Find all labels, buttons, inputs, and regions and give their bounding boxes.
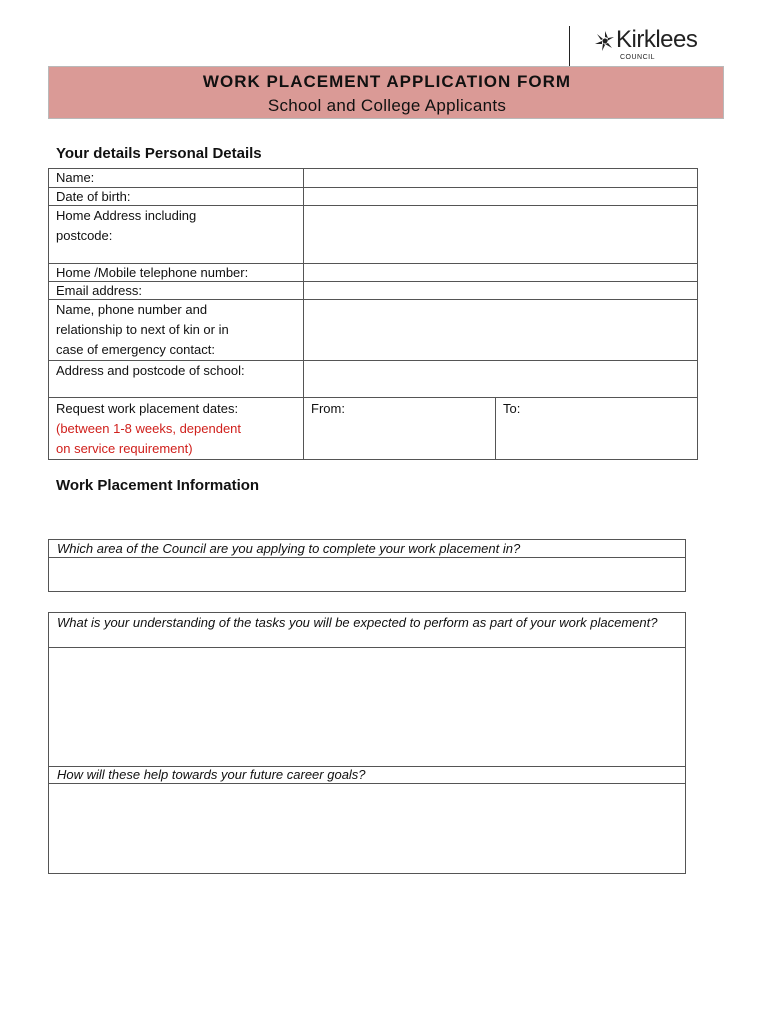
table-row <box>49 206 698 264</box>
from-date-field[interactable] <box>304 398 496 460</box>
form-subtitle: School and College Applicants <box>267 96 507 115</box>
phone-field[interactable] <box>304 264 698 282</box>
table-row <box>49 264 698 282</box>
tasks-question-box <box>48 612 686 874</box>
logo-divider <box>569 26 570 66</box>
to-date-field[interactable] <box>496 398 698 460</box>
to-label: To: <box>503 401 521 416</box>
council-area-answer[interactable] <box>49 558 685 591</box>
next-of-kin-field[interactable] <box>304 300 698 361</box>
kirklees-swirl-icon <box>594 30 616 52</box>
table-row <box>49 282 698 300</box>
logo-wordmark: Kirklees <box>616 26 698 53</box>
tasks-understanding-question: What is your understanding of the tasks you will be expected to perform as part of your work placement? <box>49 613 685 648</box>
email-label: Email address: <box>49 282 304 300</box>
placement-dates-note: (between 1-8 weeks, dependent on service requirement) <box>56 421 242 456</box>
kirklees-logo <box>594 28 714 68</box>
dob-label: Date of birth: <box>49 188 304 206</box>
logo-subtitle: COUNCIL <box>620 54 656 61</box>
table-row <box>49 300 698 361</box>
name-field[interactable] <box>304 169 698 188</box>
table-row <box>49 398 698 460</box>
table-row <box>49 361 698 398</box>
home-address-field[interactable] <box>304 206 698 264</box>
next-of-kin-label: Name, phone number and relationship to next of kin or in case of emergency contact: <box>49 300 304 361</box>
from-label: From: <box>311 401 345 416</box>
tasks-understanding-answer[interactable] <box>49 648 685 767</box>
placement-dates-cell <box>49 398 304 460</box>
home-address-label: Home Address including postcode: <box>49 206 304 264</box>
work-placement-heading: Work Placement Information <box>56 477 260 494</box>
career-goals-answer[interactable] <box>49 784 685 872</box>
name-label: Name: <box>49 169 304 188</box>
form-title: WORK PLACEMENT APPLICATION FORM <box>202 72 572 91</box>
phone-label: Home /Mobile telephone number: <box>49 264 304 282</box>
career-goals-question: How will these help towards your future career goals? <box>49 767 685 784</box>
table-row <box>49 188 698 206</box>
personal-details-heading: Your details Personal Details <box>56 145 262 162</box>
form-header-band <box>48 66 724 119</box>
dob-field[interactable] <box>304 188 698 206</box>
email-field[interactable] <box>304 282 698 300</box>
council-area-question: Which area of the Council are you applying to complete your work placement in? <box>49 540 685 558</box>
school-address-label: Address and postcode of school: <box>49 361 304 398</box>
personal-details-table <box>48 168 698 460</box>
council-area-question-box <box>48 539 686 592</box>
table-row <box>49 169 698 188</box>
placement-dates-label: Request work placement dates: <box>56 401 239 416</box>
school-address-field[interactable] <box>304 361 698 398</box>
